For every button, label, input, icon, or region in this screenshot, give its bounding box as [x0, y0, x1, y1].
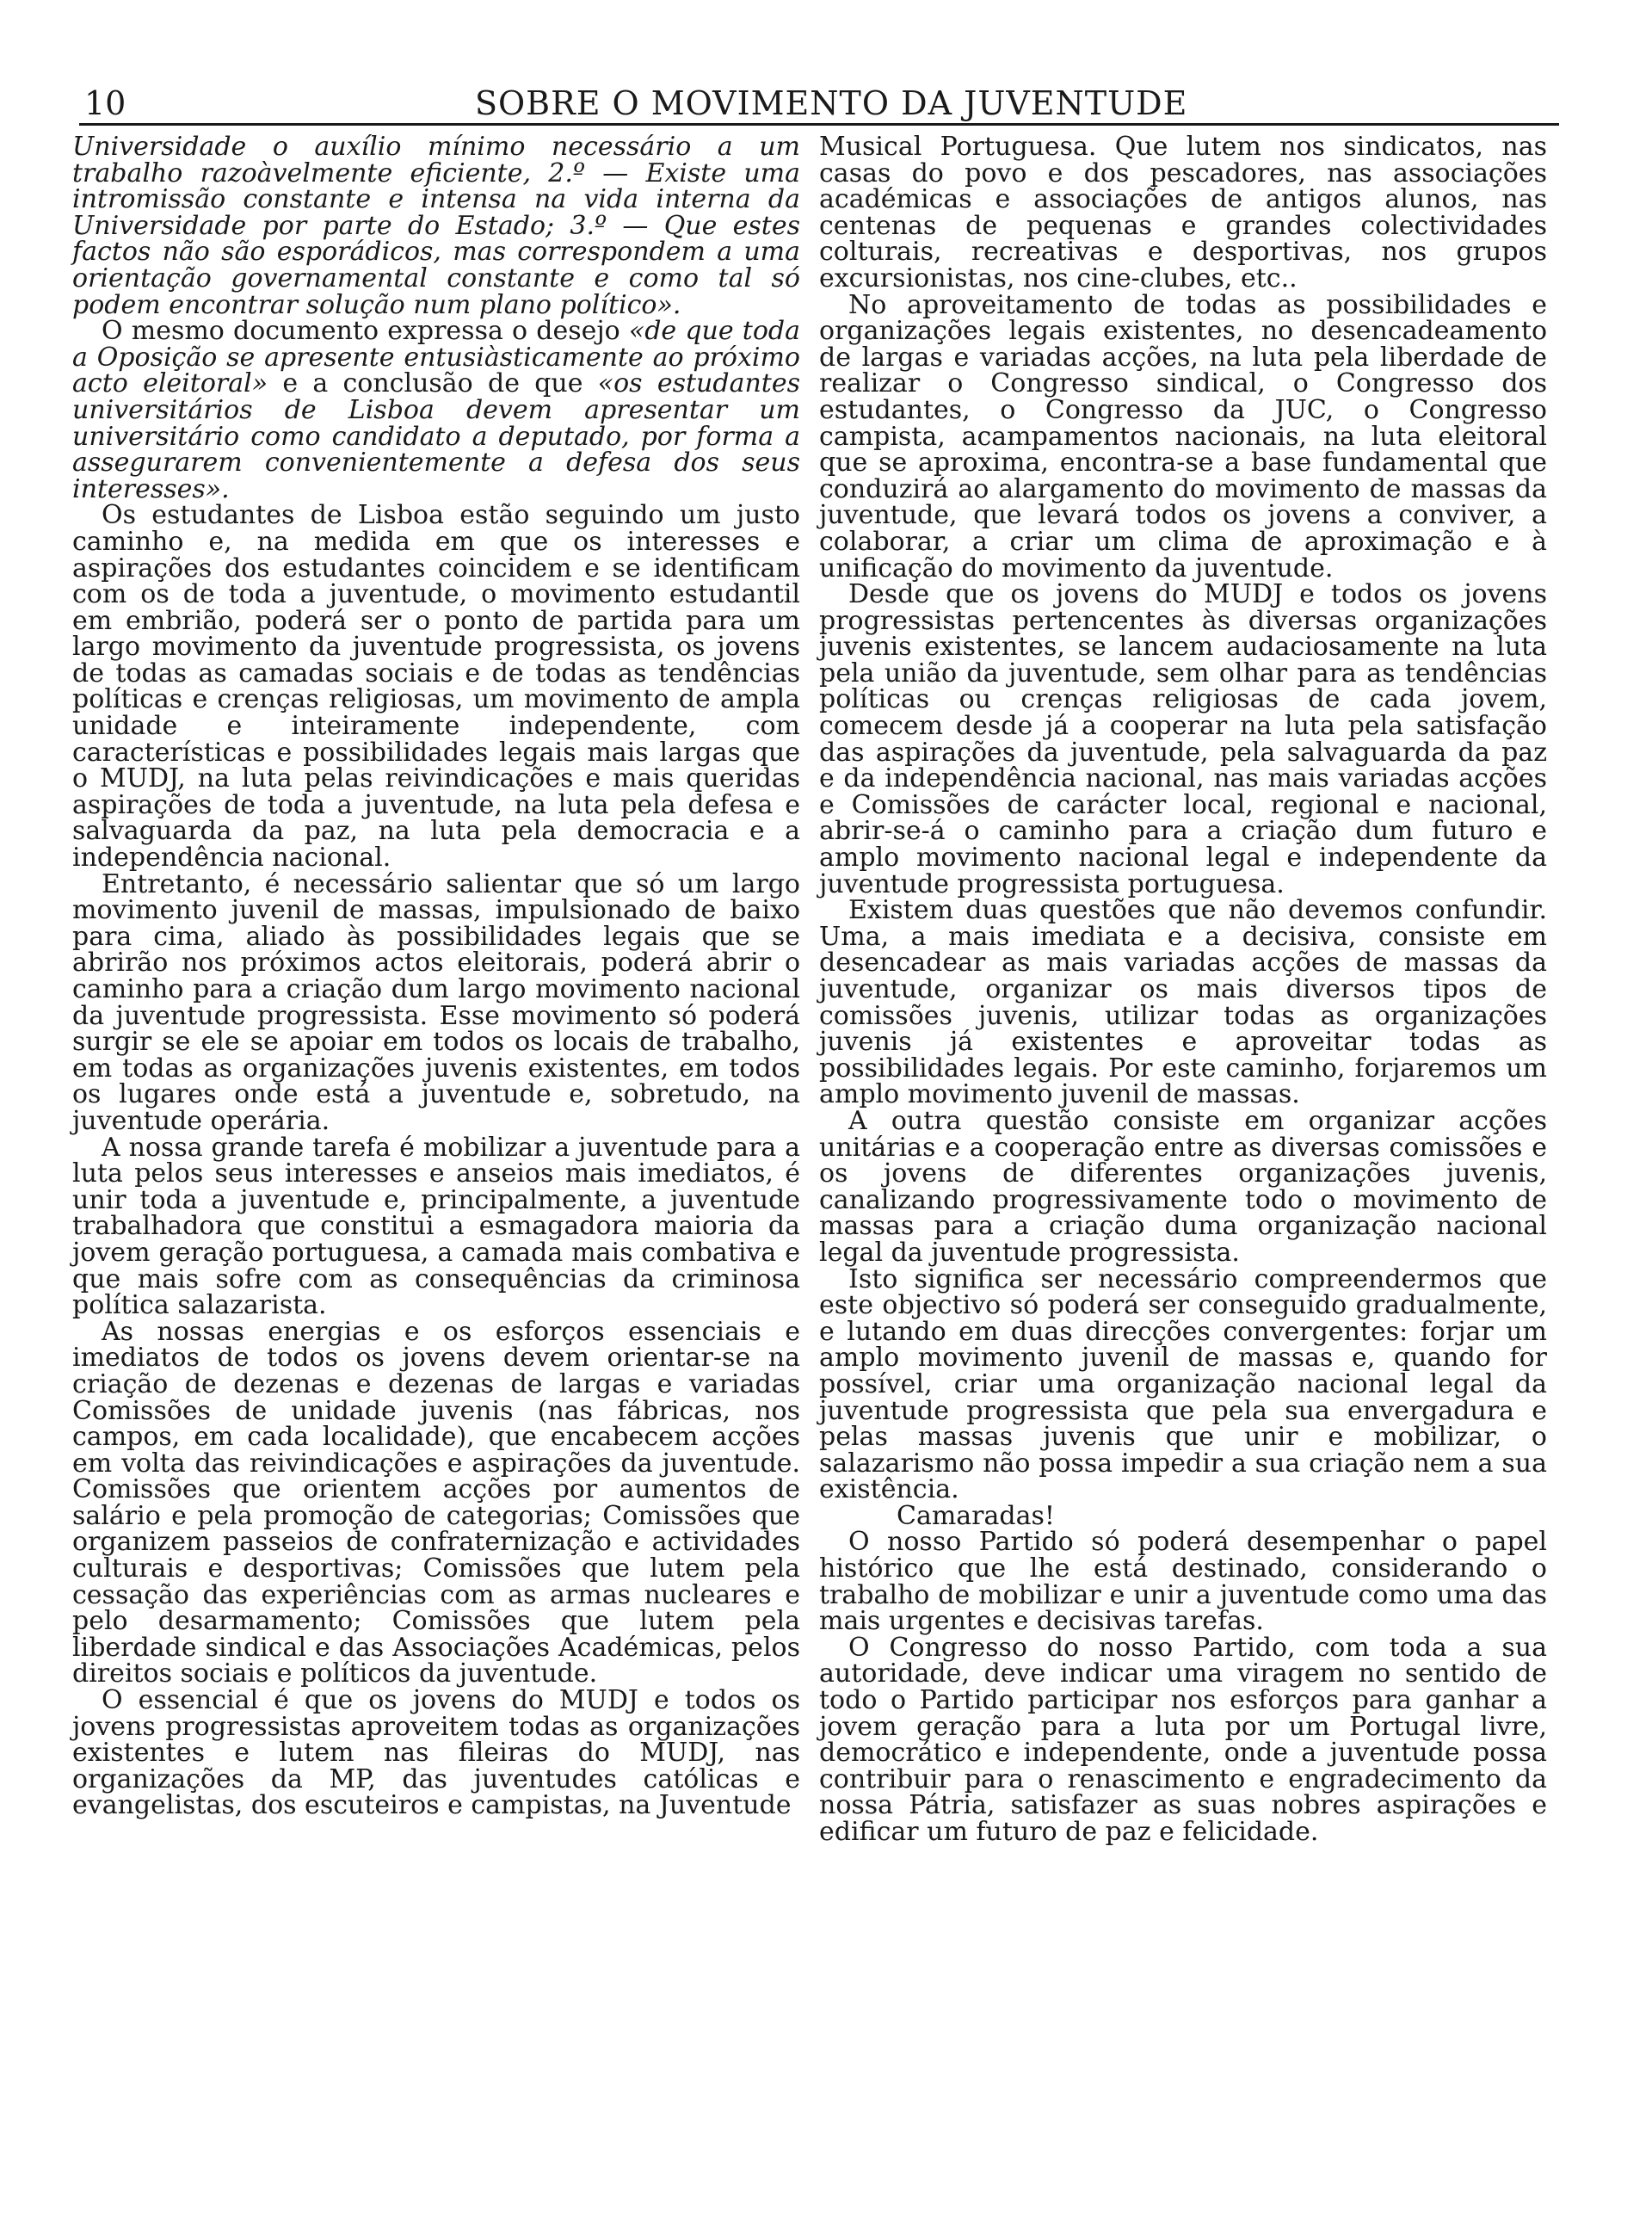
paragraph: A outra questão consiste em organizar acções unitárias e a cooperação entre as diversas comissões e os jovens de diferentes organizações juvenis, canalizando progressivamente todo o movimento de massas para a criação duma organização nacional legal da juventude progressista. — [819, 1105, 1547, 1268]
paragraph: Universidade o auxílio mínimo necessário a um trabalho razoàvelmente eficiente, 2.º — Existe uma intromissão constante e intensa na vida interna da Universidade por parte do Estado; 3.º — Que estes factos não são esporádicos, mas correspondem a uma orientação governamental constante e como tal só podem encontrar solução num plano político». — [72, 132, 800, 320]
paragraph: Isto significa ser necessário compreendermos que este objectivo só poderá ser conseguido gradualmente, e lutando em duas direcções convergentes: forjar um amplo movimento juvenil de massas e, quando for possível, criar uma organização nacional legal da juventude progressista que pela sua envergadura e pelas massas juvenis que unir e mobilizar, o salazarismo não possa impedir a sua criação nem a sua existência. — [819, 1263, 1547, 1505]
paragraph-text: e a conclusão de que — [268, 368, 598, 399]
quote-text: «de que toda a Oposição se apresente entusiàsticamente ao próximo acto eleitoral» — [72, 316, 800, 399]
paragraph: Existem duas questões que não devemos confundir. Uma, a mais imediata e a decisiva, consiste em desencadear as mais variadas acções de massas da juventude, organizar os mais diversos tipos de comissões juvenis, utilizar todas as organizações juvenis já existentes e aproveitar todas as possibilidades legais. Por este caminho, forjaremos um amplo movimento juvenil de massas. — [819, 895, 1547, 1110]
page-number: 10 — [84, 84, 126, 122]
paragraph: Desde que os jovens do MUDJ e todos os jovens progressistas pertencentes às diversas organizações juvenis existentes, se lancem audaciosamente na luta pela união da juventude, sem olhar para as tendências políticas ou crenças religiosas de cada jovem, comecem desde já a cooperar na luta pela satisfação das aspirações da juventude, pela salvaguarda da paz e da independência nacional, nas mais variadas acções e Comissões de carácter local, regional e nacional, abrir-se-á o caminho para a criação dum futuro e amplo movimento nacional legal e independente da juventude progressista portuguesa. — [819, 579, 1547, 899]
paragraph-text: O mesmo documento expressa o desejo — [102, 316, 629, 347]
paragraph: Entretanto, é necessário salientar que só um largo movimento juvenil de massas, impulsionado de baixo para cima, aliado às possibilidades legais que se abrirão nos próximos actos eleitorais, poderá abrir o caminho para a criação dum largo movimento nacional da juventude progressista. Esse movimento só poderá surgir se ele se apoiar em todos os locais de trabalho, em todas as organizações juvenis existentes, em todos os lugares onde está a juventude e, sobretudo, na juventude operária. — [72, 868, 800, 1136]
running-title: SOBRE O MOVIMENTO DA JUVENTUDE — [475, 84, 1188, 122]
quote-text: «os estudantes universitários de Lisboa devem apresentar um universitário como candidato a deputado, por forma a assegurarem convenientemente a defesa dos seus interesses». — [72, 368, 800, 504]
right-column — [819, 134, 1547, 1846]
paragraph — [72, 318, 800, 503]
paragraph: Os estudantes de Lisboa estão seguindo um justo caminho e, na medida em que os interesses e aspirações dos estudantes coincidem e se identificam com os de toda a juventude, o movimento estudantil em embrião, poderá ser o ponto de partida para um largo movimento da juventude progressista, os jovens de todas as camadas sociais e de todas as tendências políticas e crenças religiosas, um movimento de ampla unidade e inteiramente independente, com características e possibilidades legais mais largas que o MUDJ, na luta pelas reivindicações e mais queridas aspirações de toda a juventude, na luta pela defesa e salvaguarda da paz, na luta pela democracia e a independência nacional. — [72, 500, 800, 874]
left-column — [72, 134, 800, 1819]
paragraph: O nosso Partido só poderá desempenhar o papel histórico que lhe está destinado, considerando o trabalho de mobilizar e unir a juventude como uma das mais urgentes e decisivas tarefas. — [819, 1527, 1547, 1637]
paragraph: No aproveitamento de todas as possibilidades e organizações legais existentes, no desencadeamento de largas e variadas acções, na luta pela liberdade de realizar o Congresso sindical, o Congresso dos estudantes, o Congresso da JUC, o Congresso campista, acampamentos nacionais, na luta eleitoral que se aproxima, encontra-se a base fundamental que conduzirá ao alargamento do movimento de massas da juventude, que levará todos os jovens a conviver, a colaborar, a criar um clima de aproximação e à unificação do movimento da juventude. — [819, 289, 1547, 584]
paragraph: A nossa grande tarefa é mobilizar a juventude para a luta pelos seus interesses e anseios mais imediatos, é unir toda a juventude e, principalmente, a juventude trabalhadora que constitui a esmagadora maioria da jovem geração portuguesa, a camada mais combativa e que mais sofre com as consequências da criminosa política salazarista. — [72, 1132, 800, 1321]
paragraph: Musical Portuguesa. Que lutem nos sindicatos, nas casas do povo e dos pescadores, nas associações académicas e associações de antigos alunos, nas centenas de pequenas e grandes colectividades colturais, recreativas e desportivas, nos grupos excursionistas, nos cine-clubes, etc.. — [819, 132, 1547, 293]
salutation: Camaradas! — [897, 1500, 1055, 1531]
page-header — [79, 79, 1559, 124]
paragraph: O essencial é que os jovens do MUDJ e todos os jovens progressistas aproveitem todas as organizações existentes e lutem nas fileiras do MUDJ, nas organizações da MP, das juventudes católicas e evangelistas, dos escuteiros e campistas, na Juventude — [72, 1685, 800, 1821]
header-rule — [79, 123, 1559, 126]
paragraph: As nossas energias e os esforços essenciais e imediatos de todos os jovens devem orientar-se na criação de dezenas e dezenas de largas e variadas Comissões de unidade juvenis (nas fábricas, nos campos, em cada localidade), que encabecem acções em volta das reivindicações e aspirações da juventude. Comissões que orientem acções por aumentos de salário e pela promoção de categorias; Comissões que organizem passeios de confraternização e actividades culturais e desportivas; Comissões que lutem pela cessação das experiências com as armas nucleares e pelo desarmamento; Comissões que lutem pela liberdade sindical e das Associações Académicas, pelos direitos sociais e políticos da juventude. — [72, 1316, 800, 1689]
paragraph: O Congresso do nosso Partido, com toda a sua autoridade, deve indicar uma viragem no sentido de todo o Partido participar nos esforços para ganhar a jovem geração para a luta por um Portugal livre, democrático e independente, onde a juventude possa contribuir para o renascimento e engradecimento da nossa Pátria, satisfazer as suas nobres aspirações e edificar um futuro de paz e felicidade. — [819, 1632, 1547, 1847]
